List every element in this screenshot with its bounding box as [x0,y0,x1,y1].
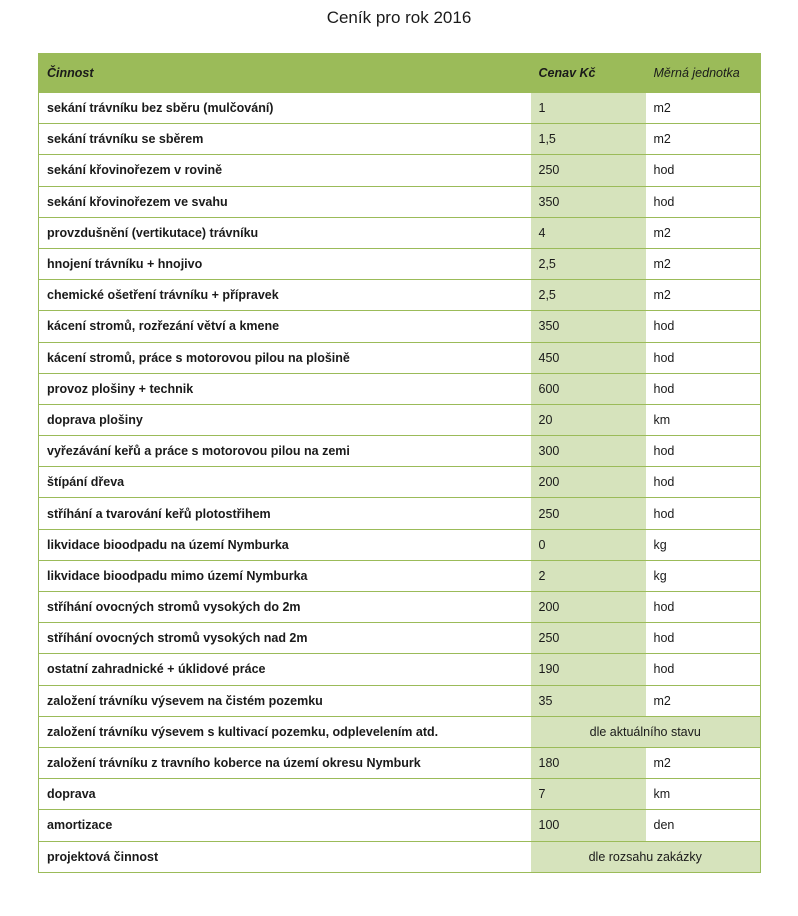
cell-price: 250 [531,498,646,529]
table-row [39,529,761,560]
cell-price: 2 [531,560,646,591]
cell-activity: vyřezávání keřů a práce s motorovou pilou na zemi [39,436,531,467]
cell-unit: hod [646,592,761,623]
cell-price: 2,5 [531,280,646,311]
cell-activity: hnojení trávníku + hnojivo [39,248,531,279]
cell-unit: m2 [646,217,761,248]
cell-price: 100 [531,810,646,841]
cell-price: 600 [531,373,646,404]
header-unit: Měrná jednotka [646,54,761,93]
cell-unit: hod [646,654,761,685]
cell-price-note: dle aktuálního stavu [531,716,761,747]
table-row [39,311,761,342]
cell-unit: m2 [646,248,761,279]
cell-unit: hod [646,155,761,186]
cell-activity: sekání trávníku se sběrem [39,124,531,155]
table-row [39,342,761,373]
cell-price: 200 [531,592,646,623]
table-row [39,685,761,716]
price-table [38,53,761,873]
cell-price: 200 [531,467,646,498]
table-row [39,779,761,810]
cell-activity: provoz plošiny + technik [39,373,531,404]
table-row [39,217,761,248]
cell-price: 35 [531,685,646,716]
table-row [39,373,761,404]
cell-activity: stříhání ovocných stromů vysokých nad 2m [39,623,531,654]
cell-unit: m2 [646,93,761,124]
cell-activity: amortizace [39,810,531,841]
cell-price: 2,5 [531,248,646,279]
cell-unit: hod [646,467,761,498]
cell-activity: likvidace bioodpadu mimo území Nymburka [39,560,531,591]
table-row [39,747,761,778]
cell-activity: sekání křovinořezem ve svahu [39,186,531,217]
cell-activity: provzdušnění (vertikutace) trávníku [39,217,531,248]
table-row [39,810,761,841]
cell-unit: hod [646,373,761,404]
cell-price: 0 [531,529,646,560]
table-row [39,93,761,124]
table-row [39,654,761,685]
table-row [39,716,761,747]
cell-price: 1,5 [531,124,646,155]
table-header-row [39,54,761,93]
cell-price: 450 [531,342,646,373]
table-row [39,155,761,186]
cell-activity: stříhání a tvarování keřů plotostřihem [39,498,531,529]
header-price: Cenav Kč [531,54,646,93]
cell-activity: ostatní zahradnické + úklidové práce [39,654,531,685]
cell-price: 20 [531,404,646,435]
cell-unit: km [646,404,761,435]
cell-unit: km [646,779,761,810]
cell-price: 250 [531,155,646,186]
cell-activity: kácení stromů, práce s motorovou pilou na plošině [39,342,531,373]
table-row [39,436,761,467]
cell-activity: založení trávníku výsevem na čistém pozemku [39,685,531,716]
cell-activity: sekání trávníku bez sběru (mulčování) [39,93,531,124]
cell-price: 180 [531,747,646,778]
cell-price-note: dle rozsahu zakázky [531,841,761,872]
cell-price: 350 [531,311,646,342]
cell-unit: hod [646,342,761,373]
table-row [39,623,761,654]
table-row [39,248,761,279]
cell-price: 7 [531,779,646,810]
cell-activity: štípání dřeva [39,467,531,498]
table-row [39,280,761,311]
cell-unit: hod [646,436,761,467]
cell-unit: m2 [646,124,761,155]
cell-activity: doprava [39,779,531,810]
table-row [39,124,761,155]
table-row [39,592,761,623]
cell-unit: hod [646,623,761,654]
table-row [39,404,761,435]
table-row [39,186,761,217]
cell-unit: kg [646,560,761,591]
table-row [39,467,761,498]
cell-unit: m2 [646,280,761,311]
cell-unit: hod [646,186,761,217]
cell-unit: m2 [646,685,761,716]
cell-price: 250 [531,623,646,654]
cell-price: 1 [531,93,646,124]
cell-unit: m2 [646,747,761,778]
cell-activity: založení trávníku z travního koberce na území okresu Nymburk [39,747,531,778]
cell-unit: hod [646,311,761,342]
cell-price: 190 [531,654,646,685]
cell-activity: sekání křovinořezem v rovině [39,155,531,186]
table-row [39,841,761,872]
table-row [39,560,761,591]
table-body [39,93,761,873]
cell-activity: projektová činnost [39,841,531,872]
cell-activity: doprava plošiny [39,404,531,435]
cell-activity: založení trávníku výsevem s kultivací pozemku, odplevelením atd. [39,716,531,747]
cell-price: 4 [531,217,646,248]
page-title: Ceník pro rok 2016 [326,8,472,27]
cell-activity: chemické ošetření trávníku + přípravek [39,280,531,311]
header-activity: Činnost [39,54,531,93]
cell-unit: den [646,810,761,841]
cell-activity: likvidace bioodpadu na území Nymburka [39,529,531,560]
cell-price: 300 [531,436,646,467]
table-row [39,498,761,529]
cell-activity: kácení stromů, rozřezání větví a kmene [39,311,531,342]
cell-unit: kg [646,529,761,560]
cell-unit: hod [646,498,761,529]
cell-activity: stříhání ovocných stromů vysokých do 2m [39,592,531,623]
cell-price: 350 [531,186,646,217]
